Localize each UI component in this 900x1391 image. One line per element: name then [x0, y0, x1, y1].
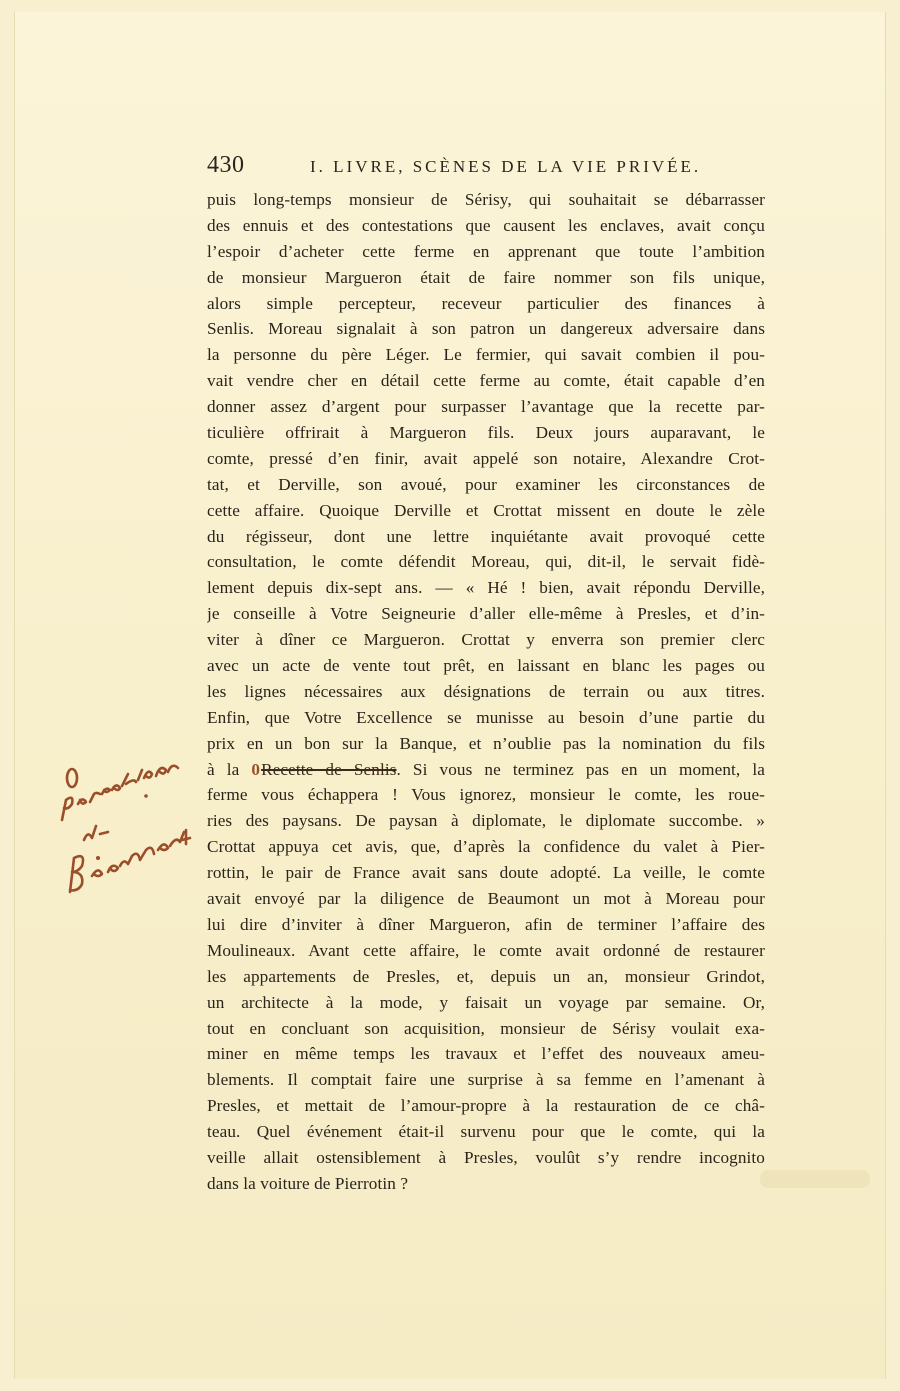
text-line: veille allait ostensiblement à Presles, voulût s’y rendre incognito: [207, 1147, 765, 1167]
page-header: [207, 149, 767, 181]
text-line: tout en concluant son acquisition, monsieur de Sérisy voulait exa-: [207, 1018, 765, 1038]
text-line: Crottat appuya cet avis, que, d’après la confidence du valet à Pier-: [207, 837, 765, 857]
text-line: de monsieur Margueron était de faire nommer son fils unique,: [207, 267, 765, 287]
struck-line-before: à la: [207, 759, 252, 779]
text-line: ries des paysans. De paysan à diplomate, le diplomate succombe. »: [207, 811, 765, 831]
text-line: avec un acte de vente tout prêt, en laissant en blanc les pages ou: [207, 656, 765, 676]
text-line: Moulineaux. Avant cette affaire, le comte avait ordonné de restaurer: [207, 940, 765, 960]
struck-text-line: [207, 757, 765, 783]
text-line: avait envoyé par la diligence de Beaumont un mot à Moreau pour: [207, 889, 765, 909]
text-line: ferme vous échappera ! Vous ignorez, monsieur le comte, les roue-: [207, 785, 765, 805]
text-line: alors simple percepteur, receveur particulier des finances à: [207, 293, 765, 313]
paper-stain: [760, 1170, 870, 1188]
handwritten-margin-note: [52, 760, 202, 900]
ink-insertion-mark: 0: [251, 759, 261, 779]
text-line: viter à dîner ce Margueron. Crottat y enverra son premier clerc: [207, 630, 765, 650]
text-line: teau. Quel événement était-il survenu pour que le comte, qui la: [207, 1122, 765, 1142]
text-line: Enfin, que Votre Excellence se munisse au besoin d’une partie du: [207, 707, 765, 727]
page-number: 430: [207, 152, 245, 178]
text-line: lui dire d’inviter à dîner Margueron, afin de terminer l’affaire des: [207, 914, 765, 934]
text-line: la personne du père Léger. Le fermier, qui savait combien il pou-: [207, 345, 765, 365]
text-line: lement depuis dix-sept ans. — « Hé ! bien, avait répondu Derville,: [207, 578, 765, 598]
text-line: rottin, le pair de France avait sans doute adopté. La veille, le comte: [207, 863, 765, 883]
text-line: Senlis. Moreau signalait à son patron un dangereux adversaire dans: [207, 319, 765, 339]
text-line: cette affaire. Quoique Derville et Crottat missent en doute le zèle: [207, 500, 765, 520]
text-line: prix en un bon sur la Banque, et n’oublie pas la nomination du fils: [207, 733, 765, 753]
text-line: des ennuis et des contestations que causent les enclaves, avait conçu: [207, 215, 765, 235]
text-line: un architecte à la mode, y faisait un voyage par semaine. Or,: [207, 992, 765, 1012]
text-line: les appartements de Presles, et, depuis un an, monsieur Grindot,: [207, 966, 765, 986]
handwriting-scribble: [52, 760, 202, 900]
text-line: miner en même temps les travaux et l’effet des nouveaux ameu-: [207, 1044, 765, 1064]
text-line: je conseille à Votre Seigneurie d’aller elle-même à Presles, et d’in-: [207, 604, 765, 624]
struck-line-after: . Si vous ne terminez pas en un moment, la: [396, 759, 765, 779]
running-head: I. LIVRE, SCÈNES DE LA VIE PRIVÉE.: [310, 157, 702, 176]
text-line: Presles, et mettait de l’amour-propre à la restauration de ce châ-: [207, 1096, 765, 1116]
text-line: donner assez d’argent pour surpasser l’avantage que la recette par-: [207, 397, 765, 417]
text-line: du régisseur, dont une lettre inquiétante avait provoqué cette: [207, 526, 765, 546]
text-line: vait vendre cher en détail cette ferme au comte, était capable d’en: [207, 371, 765, 391]
text-line: ticulière offrirait à Margueron fils. Deux jours auparavant, le: [207, 423, 765, 443]
struck-through-text: Recette de Senlis: [261, 759, 397, 779]
text-line: consultation, le comte défendit Moreau, qui, dit-il, le servait fidè-: [207, 552, 765, 572]
text-line: puis long-temps monsieur de Sérisy, qui souhaitait se débarrasser: [207, 190, 765, 209]
text-line: les lignes nécessaires aux désignations de terrain ou aux titres.: [207, 681, 765, 701]
body-text: [207, 187, 765, 1197]
text-line: comte, pressé d’en finir, avait appelé son notaire, Alexandre Crot-: [207, 448, 765, 468]
text-line: tat, et Derville, son avoué, pour examiner les circonstances de: [207, 474, 765, 494]
text-line: dans la voiture de Pierrotin ?: [207, 1173, 409, 1193]
text-line: blements. Il comptait faire une surprise à sa femme en l’amenant à: [207, 1070, 765, 1090]
text-line: l’espoir d’acheter cette ferme en apprenant que toute l’ambition: [207, 241, 765, 261]
